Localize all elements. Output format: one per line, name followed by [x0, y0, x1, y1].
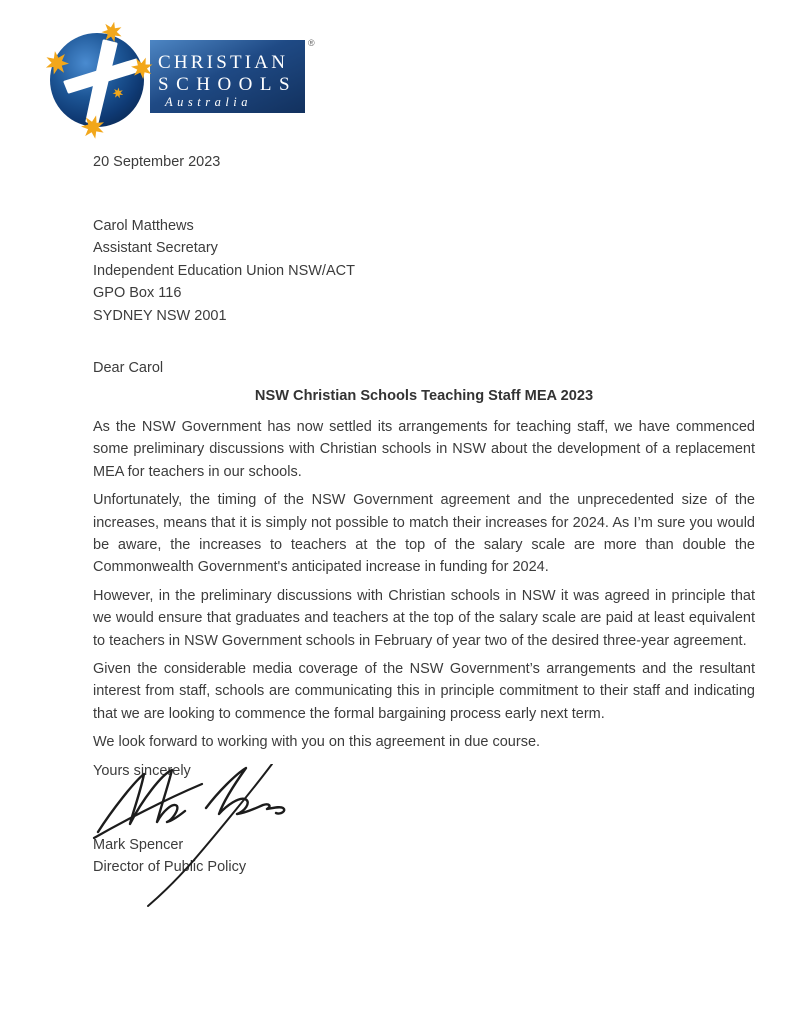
signatory-name: Mark Spencer	[93, 837, 184, 853]
paragraph-2: Unfortunately, the timing of the NSW Government agreement and the unprecedented size of the increases, means that it is simply not possible to match their increases for 2024. As I’m sure you would be aware, the increases to teachers at the top of the salary scale are more than double the Commonwealth Government's anticipated increase in funding for 2024.	[93, 492, 755, 576]
paragraph-5: We look forward to working with you on this agreement in due course.	[93, 734, 541, 751]
paragraph-3: However, in the preliminary discussions with Christian schools in NSW it was agreed in principle that we would ensure that graduates and teachers at the top of the salary scale are paid at least equivalent to teachers in NSW Government schools in February of year two of the desired three-year agreement.	[93, 587, 755, 649]
letter-date: 20 September 2023	[93, 154, 221, 170]
logo-text-christian: CHRISTIAN	[158, 52, 289, 73]
logo-text-australia: Australia	[165, 95, 253, 109]
letter-body	[93, 416, 755, 788]
recipient-address-line2: SYDNEY NSW 2001	[93, 307, 227, 324]
signatory-title: Director of Public Policy	[93, 859, 247, 876]
recipient-organisation: Independent Education Union NSW/ACT	[93, 262, 355, 279]
signature	[86, 764, 356, 914]
registered-trademark-icon: ®	[308, 38, 315, 48]
subject-line: NSW Christian Schools Teaching Staff MEA 2023	[254, 388, 594, 404]
recipient-title: Assistant Secretary	[93, 240, 218, 257]
paragraph-4: Given the considerable media coverage of the NSW Government’s arrangements and the resultant interest from staff, schools are communicating this in principle commitment to their staff and indicating that we are looking to commence the formal bargaining process early next term.	[93, 661, 755, 722]
globe-cross-icon	[50, 33, 144, 127]
csa-logo	[36, 22, 320, 145]
recipient-name: Carol Matthews	[93, 218, 194, 234]
recipient-address-line1: GPO Box 116	[93, 285, 182, 302]
logo-text-schools: SCHOOLS	[158, 74, 298, 95]
valediction: Yours sincerely	[93, 762, 191, 779]
salutation: Dear Carol	[93, 360, 164, 376]
paragraph-1: As the NSW Government has now settled its arrangements for teaching staff, we have commenced some preliminary discussions with Christian schools in NSW about the development of a replacement MEA for teachers in our schools.	[93, 419, 755, 480]
recipient-address-block	[93, 215, 355, 327]
